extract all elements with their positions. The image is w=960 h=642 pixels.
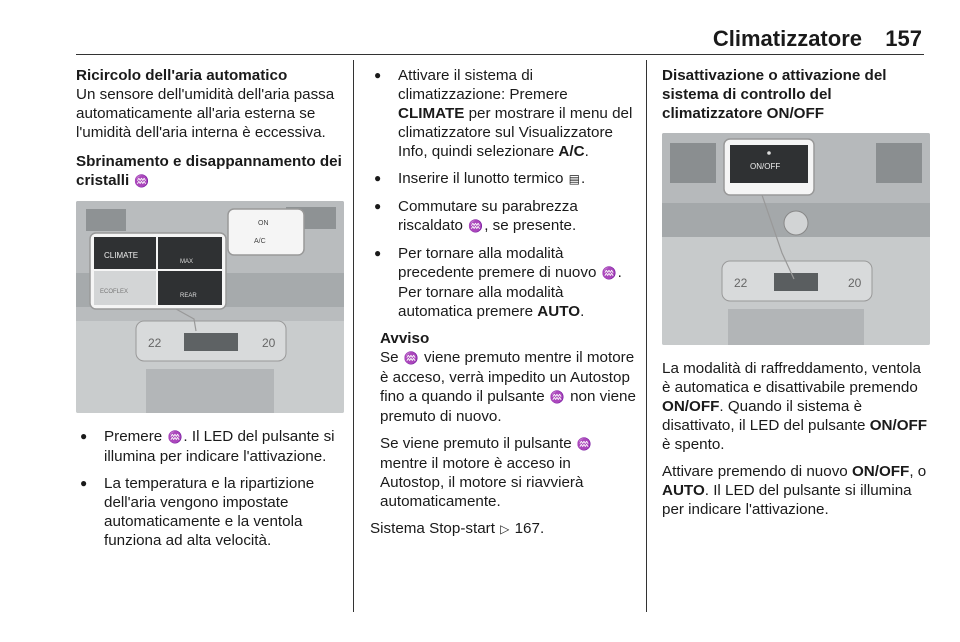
defrost-steps-continued [370,66,636,321]
windscreen-defrost-icon: ♒ [134,174,150,188]
max-button-label: MAX [180,259,194,265]
photo-onoff-controls [662,133,930,345]
list-item: ● Commutare su parabrezza riscaldato ♒, se presente. [370,197,636,236]
list-item: ● Inserire il lunotto termico ▤. [370,169,636,189]
column-1 [76,66,344,558]
ac-button-label: A/C [254,238,266,245]
page-reference-arrow-icon: ▷ [500,522,510,536]
column-3 [662,66,928,527]
page-number: 157 [885,26,922,51]
paragraph-humidity-sensor: Un sensore dell'umidità dell'aria passa automaticamente all'aria esterna se l'umidità dell'aria interna è eccessiva. [76,86,335,141]
temp-left-label: 22 [148,336,162,350]
list-item: ● Premere ♒. Il LED del pulsante si illumina per indicare l'attivazione. [76,427,344,466]
paragraph-onoff-2: Attivare premendo di nuovo ON/OFF, o AUTO. Il LED del pulsante si illumina per indicare l'attivazione. [662,463,927,518]
rear-button-label: REAR [180,293,197,299]
heading-onoff: Disattivazione o attivazione del sistema di controllo del climatizzatore ON/OFF [662,67,887,122]
windscreen-defrost-icon: ♒ [549,390,565,404]
column-2 [370,66,636,547]
note-box [370,329,636,511]
heading-defrost: Sbrinamento e disappannamento dei cristalli ♒ [76,153,342,189]
page-title: Climatizzatore [712,26,862,51]
windscreen-defrost-icon: ♒ [403,351,419,365]
heated-windscreen-icon: ♒ [468,219,484,233]
heading-auto-recirculation: Ricircolo dell'aria automatico [76,67,288,84]
temp-left-label: 22 [734,276,748,290]
paragraph-onoff-1: La modalità di raffreddamento, ventola è automatica e disattivabile premendo ON/OFF. Quando il sistema è disattivato, il LED del pulsante ON/OFF è spento. [662,360,928,453]
photo-defrost-controls [76,201,344,413]
note-title: Avviso [380,330,430,347]
windscreen-defrost-icon: ♒ [601,266,617,280]
on-button-label: ON [258,220,269,227]
rear-window-heater-icon: ▤ [568,172,581,186]
ecoflex-button-label: ECOFLEX [100,289,129,295]
note-paragraph-1: Se ♒ viene premuto mentre il motore è acceso, verrà impedito un Autostop fino a quando il pulsante ♒ non viene premuto di nuovo. [380,349,636,425]
list-item: ● Per tornare alla modalità precedente premere di nuovo ♒. Per tornare alla modalità automatica premere AUTO. [370,244,636,321]
header-rule [76,54,924,55]
column-divider-2 [646,60,647,612]
column-divider-1 [353,60,354,612]
note-paragraph-2: Se viene premuto il pulsante ♒ mentre il motore è acceso in Autostop, il motore si riavvierà automaticamente. [380,435,592,510]
windscreen-defrost-icon: ♒ [576,437,592,451]
cross-reference[interactable]: Sistema Stop-start ▷ 167. [370,520,545,537]
list-item: ● La temperatura e la ripartizione dell'aria vengono impostate automaticamente e la ventola funziona ad alta velocità. [76,474,344,550]
defrost-steps-list [76,427,344,550]
onoff-button-label: ON/OFF [750,162,781,171]
windscreen-defrost-icon: ♒ [167,430,183,444]
temp-right-label: 20 [262,336,276,350]
page-header [0,0,960,60]
climate-button-label: CLIMATE [104,251,139,260]
list-item: ● Attivare il sistema di climatizzazione: Premere CLIMATE per mostrare il menu del climatizzatore sul Visualizzatore Info, quindi selezionare A/C. [370,66,636,161]
temp-right-label: 20 [848,276,862,290]
